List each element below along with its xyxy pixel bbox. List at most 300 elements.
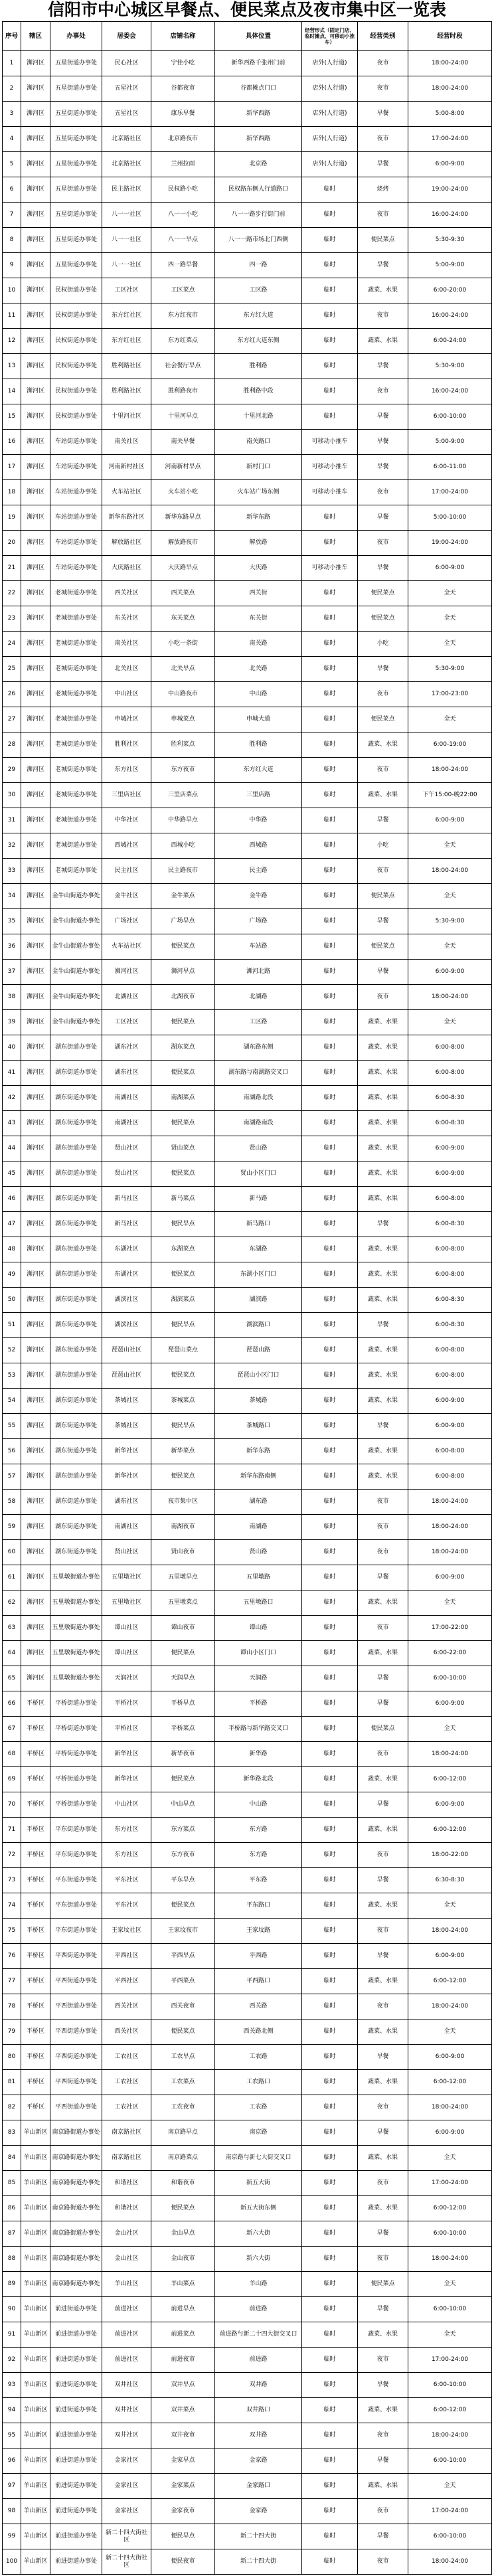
row-office: 前进街道办事处 (50, 2423, 102, 2448)
row-category: 早餐 (358, 2120, 408, 2146)
row-district: 羊山新区 (21, 2272, 50, 2297)
row-office: 平东街道办事处 (50, 1818, 102, 1843)
row-district: 浉河区 (21, 177, 50, 203)
row-no: 56 (3, 1439, 21, 1464)
row-hours: 全天 (408, 707, 492, 732)
row-community: 十里河社区 (102, 404, 151, 430)
row-location: 东关街 (215, 606, 302, 632)
row-shop: 双井菜点 (151, 2398, 215, 2423)
row-hours: 6:00-10:00 (408, 2221, 492, 2247)
row-no: 55 (3, 1414, 21, 1439)
row-district: 羊山新区 (21, 2297, 50, 2322)
row-no: 11 (3, 303, 21, 329)
row-location: 新华东路南侧 (215, 1464, 302, 1490)
row-location: 平西路口 (215, 1969, 302, 1994)
row-shop: 河南新村早点 (151, 455, 215, 480)
row-form: 临时 (302, 1262, 358, 1288)
row-office: 平西街道办事处 (50, 1994, 102, 2019)
row-hours: 18:00-24:00 (408, 1490, 492, 1515)
table-row (3, 1666, 492, 1691)
row-form: 临时 (302, 2120, 358, 2146)
row-office: 五里墩街道办事处 (50, 1565, 102, 1590)
row-no: 80 (3, 2045, 21, 2070)
row-district: 平桥区 (21, 2045, 50, 2070)
row-office: 平东街道办事处 (50, 1868, 102, 1893)
row-location: 中华路 (215, 808, 302, 833)
row-shop: 夜市集中区 (151, 1490, 215, 1515)
row-office: 前进街道办事处 (50, 2474, 102, 2499)
table-row (3, 909, 492, 934)
row-category: 夜市 (358, 2095, 408, 2120)
row-hours: 17:00-24:00 (408, 2348, 492, 2373)
table-row (3, 1035, 492, 1061)
table-row (3, 127, 492, 152)
row-shop: 胜利菜点 (151, 732, 215, 758)
row-form: 临时 (302, 1590, 358, 1616)
row-no: 62 (3, 1590, 21, 1616)
row-shop: 社会餐厅早点 (151, 354, 215, 379)
row-office: 湖东街道办事处 (50, 1086, 102, 1111)
table-row (3, 2095, 492, 2120)
row-shop: 西关夜市 (151, 1994, 215, 2019)
row-form: 可移动小推车 (302, 556, 358, 581)
row-form: 临时 (302, 934, 358, 960)
row-district: 浉河区 (21, 783, 50, 808)
row-form: 店外(人行道) (302, 127, 358, 152)
row-no: 47 (3, 1212, 21, 1237)
row-no: 6 (3, 177, 21, 203)
row-community: 工农社区 (102, 2095, 151, 2120)
table-row (3, 1590, 492, 1616)
row-district: 浉河区 (21, 278, 50, 303)
row-form: 临时 (302, 1464, 358, 1490)
row-shop: 便民菜点 (151, 1363, 215, 1389)
row-form: 临时 (302, 1818, 358, 1843)
row-category: 蔬菜、水果 (358, 1767, 408, 1792)
row-no: 97 (3, 2474, 21, 2499)
row-community: 琵琶山社区 (102, 1338, 151, 1363)
row-category: 早餐 (358, 1313, 408, 1338)
row-form: 临时 (302, 177, 358, 203)
table-row (3, 1363, 492, 1389)
row-no: 41 (3, 1061, 21, 1086)
row-category: 早餐 (358, 1414, 408, 1439)
row-category: 蔬菜、水果 (358, 2019, 408, 2045)
row-hours: 全天 (408, 2474, 492, 2499)
table-row (3, 732, 492, 758)
row-location: 南湖路北段 (215, 1086, 302, 1111)
row-location: 申城大道 (215, 707, 302, 732)
row-office: 车站街道办事处 (50, 531, 102, 556)
row-location: 南京路 (215, 2120, 302, 2146)
row-office: 前进街道办事处 (50, 2297, 102, 2322)
row-community: 民主社区 (102, 859, 151, 884)
row-community: 金山社区 (102, 2247, 151, 2272)
row-form: 临时 (302, 2297, 358, 2322)
row-office: 前进街道办事处 (50, 2448, 102, 2474)
row-shop: 中华路早点 (151, 808, 215, 833)
row-shop: 琵琶山菜点 (151, 1338, 215, 1363)
row-no: 53 (3, 1363, 21, 1389)
row-hours: 16:00-24:00 (408, 303, 492, 329)
row-form: 临时 (302, 859, 358, 884)
row-hours: 5:30-9:00 (408, 657, 492, 682)
row-district: 浉河区 (21, 152, 50, 177)
row-district: 浉河区 (21, 985, 50, 1010)
row-district: 浉河区 (21, 1616, 50, 1641)
row-no: 83 (3, 2120, 21, 2146)
row-shop: 便民菜点 (151, 1010, 215, 1035)
row-category: 蔬菜、水果 (358, 278, 408, 303)
row-form: 临时 (302, 1288, 358, 1313)
row-form: 临时 (302, 1035, 358, 1061)
row-category: 蔬菜、水果 (358, 2196, 408, 2221)
row-district: 浉河区 (21, 909, 50, 934)
row-location: 新华西路千张州门前 (215, 51, 302, 76)
row-form: 临时 (302, 1944, 358, 1969)
table-row (3, 2499, 492, 2524)
row-location: 八一一路市场北门西侧 (215, 228, 302, 253)
row-hours: 17:00-24:00 (408, 127, 492, 152)
table-row (3, 1641, 492, 1666)
row-office: 湖东街道办事处 (50, 1338, 102, 1363)
row-hours: 6:00-10:00 (408, 2448, 492, 2474)
row-no: 33 (3, 859, 21, 884)
row-form: 临时 (302, 682, 358, 707)
row-form: 临时 (302, 1565, 358, 1590)
row-no: 70 (3, 1792, 21, 1818)
row-category: 早餐 (358, 455, 408, 480)
row-office: 五星街道办事处 (50, 127, 102, 152)
row-no: 12 (3, 329, 21, 354)
row-community: 三里店社区 (102, 783, 151, 808)
row-district: 平桥区 (21, 1919, 50, 1944)
row-district: 浉河区 (21, 1439, 50, 1464)
row-hours: 19:00-24:00 (408, 177, 492, 203)
row-no: 77 (3, 1969, 21, 1994)
row-category: 夜市 (358, 1919, 408, 1944)
row-shop: 南湖菜点 (151, 1086, 215, 1111)
row-district: 浉河区 (21, 1187, 50, 1212)
row-no: 100 (3, 2549, 21, 2575)
row-hours: 18:00-24:00 (408, 2423, 492, 2448)
row-category: 蔬菜、水果 (358, 732, 408, 758)
row-district: 平桥区 (21, 1868, 50, 1893)
row-community: 平桥社区 (102, 1691, 151, 1717)
row-form: 临时 (302, 2499, 358, 2524)
row-community: 八一一社区 (102, 203, 151, 228)
row-location: 工区路 (215, 1010, 302, 1035)
row-office: 民权街道办事处 (50, 379, 102, 404)
row-no: 36 (3, 934, 21, 960)
row-community: 南湖社区 (102, 1086, 151, 1111)
row-no: 40 (3, 1035, 21, 1061)
row-category: 夜市 (358, 2247, 408, 2272)
row-location: 工区路 (215, 278, 302, 303)
row-office: 前进街道办事处 (50, 2524, 102, 2549)
row-form: 临时 (302, 1010, 358, 1035)
row-community: 南京路社区 (102, 2120, 151, 2146)
table-row (3, 51, 492, 76)
table-row (3, 2423, 492, 2448)
table-row (3, 556, 492, 581)
row-location: 五里墩路 (215, 1565, 302, 1590)
row-no: 81 (3, 2070, 21, 2095)
row-shop: 便民早点 (151, 2524, 215, 2549)
row-shop: 广场早点 (151, 909, 215, 934)
row-no: 28 (3, 732, 21, 758)
row-category: 夜市 (358, 303, 408, 329)
row-form: 临时 (302, 1237, 358, 1262)
row-office: 民权街道办事处 (50, 329, 102, 354)
row-no: 88 (3, 2247, 21, 2272)
row-shop: 东方红夜市 (151, 303, 215, 329)
row-shop: 便民菜点 (151, 2196, 215, 2221)
row-office: 南京路街道办事处 (50, 2171, 102, 2196)
row-location: 新马路口 (215, 1212, 302, 1237)
row-hours: 6:00-8:00 (408, 1262, 492, 1288)
row-district: 浉河区 (21, 480, 50, 505)
row-category: 早餐 (358, 909, 408, 934)
row-category: 早餐 (358, 253, 408, 278)
table-row (3, 960, 492, 985)
row-hours: 6:00-8:00 (408, 1338, 492, 1363)
row-office: 湖东街道办事处 (50, 1262, 102, 1288)
row-shop: 东方夜市 (151, 758, 215, 783)
row-community: 金牛社区 (102, 884, 151, 909)
row-office: 老城街道办事处 (50, 859, 102, 884)
row-office: 前进街道办事处 (50, 2322, 102, 2348)
row-hours: 18:00-22:00 (408, 1843, 492, 1868)
row-hours: 18:00-24:00 (408, 859, 492, 884)
row-shop: 中山路夜市 (151, 682, 215, 707)
row-no: 39 (3, 1010, 21, 1035)
table-row (3, 632, 492, 657)
row-form: 临时 (302, 985, 358, 1010)
row-district: 浉河区 (21, 127, 50, 152)
row-no: 30 (3, 783, 21, 808)
table-row (3, 1464, 492, 1490)
row-form: 临时 (302, 1187, 358, 1212)
row-form: 临时 (302, 884, 358, 909)
row-shop: 便民菜点 (151, 1893, 215, 1919)
row-category: 早餐 (358, 1868, 408, 1893)
row-district: 浉河区 (21, 1641, 50, 1666)
row-no: 27 (3, 707, 21, 732)
row-no: 50 (3, 1288, 21, 1313)
row-office: 平桥街道办事处 (50, 1691, 102, 1717)
row-category: 蔬菜、水果 (358, 329, 408, 354)
row-office: 五里墩街道办事处 (50, 1641, 102, 1666)
row-location: 前进路 (215, 2297, 302, 2322)
row-hours: 6:00-10:00 (408, 2373, 492, 2398)
row-category: 蔬菜、水果 (358, 2322, 408, 2348)
row-hours: 6:00-9:00 (408, 556, 492, 581)
row-community: 南关社区 (102, 430, 151, 455)
row-district: 羊山新区 (21, 2398, 50, 2423)
row-form: 临时 (302, 2423, 358, 2448)
row-hours: 17:00-23:00 (408, 682, 492, 707)
row-district: 浉河区 (21, 455, 50, 480)
row-district: 浉河区 (21, 556, 50, 581)
row-shop: 平西早点 (151, 1944, 215, 1969)
row-office: 老城街道办事处 (50, 808, 102, 833)
row-office: 平西街道办事处 (50, 1969, 102, 1994)
row-form: 临时 (302, 2348, 358, 2373)
row-shop: 和谐夜市 (151, 2171, 215, 2196)
row-office: 湖东街道办事处 (50, 1136, 102, 1161)
row-shop: 平桥早点 (151, 1691, 215, 1717)
table-row (3, 682, 492, 707)
table-row (3, 2196, 492, 2221)
row-form: 可移动小推车 (302, 480, 358, 505)
row-category: 夜市 (358, 2348, 408, 2373)
row-no: 7 (3, 203, 21, 228)
row-hours: 全天 (408, 2322, 492, 2348)
row-form: 临时 (302, 1061, 358, 1086)
row-shop: 茶城菜点 (151, 1389, 215, 1414)
row-location: 火车站广场东侧 (215, 480, 302, 505)
row-community: 工农社区 (102, 2045, 151, 2070)
header-hours: 经营时段 (408, 22, 492, 51)
row-category: 夜市 (358, 51, 408, 76)
row-form: 临时 (302, 2221, 358, 2247)
row-office: 湖东街道办事处 (50, 1439, 102, 1464)
row-office: 南京路街道办事处 (50, 2221, 102, 2247)
row-community: 胜利路社区 (102, 354, 151, 379)
row-no: 4 (3, 127, 21, 152)
table-row (3, 2524, 492, 2549)
row-district: 羊山新区 (21, 2524, 50, 2549)
row-district: 浉河区 (21, 379, 50, 404)
row-location: 广场路 (215, 909, 302, 934)
row-shop: 便民菜点 (151, 1111, 215, 1136)
row-hours: 6:00-9:00 (408, 2120, 492, 2146)
table-row (3, 354, 492, 379)
row-location: 新华路北段 (215, 1767, 302, 1792)
row-office: 民权街道办事处 (50, 354, 102, 379)
table-row (3, 430, 492, 455)
row-form: 临时 (302, 1641, 358, 1666)
row-district: 羊山新区 (21, 2448, 50, 2474)
row-community: 前进社区 (102, 2297, 151, 2322)
row-hours: 17:00-24:00 (408, 480, 492, 505)
row-location: 平桥路与新华路交叉口 (215, 1717, 302, 1742)
row-form: 临时 (302, 354, 358, 379)
table-row (3, 2045, 492, 2070)
row-hours: 全天 (408, 581, 492, 606)
table-row (3, 1086, 492, 1111)
row-location: 双井路 (215, 2423, 302, 2448)
row-location: 新五大街东侧 (215, 2196, 302, 2221)
row-shop: 便民菜点 (151, 1641, 215, 1666)
row-category: 蔬菜、水果 (358, 1641, 408, 1666)
row-community: 南湖社区 (102, 1111, 151, 1136)
row-category: 早餐 (358, 1212, 408, 1237)
row-form: 临时 (302, 1439, 358, 1464)
row-hours: 6:00-8:30 (408, 1212, 492, 1237)
row-shop: 北关早点 (151, 657, 215, 682)
row-community: 东关社区 (102, 606, 151, 632)
row-location: 南湖路 (215, 1515, 302, 1540)
row-shop: 前进菜点 (151, 2322, 215, 2348)
row-hours: 18:00-24:00 (408, 2247, 492, 2272)
table-row (3, 1439, 492, 1464)
row-form: 临时 (302, 2322, 358, 2348)
row-district: 浉河区 (21, 1262, 50, 1288)
row-no: 89 (3, 2272, 21, 2297)
row-district: 浉河区 (21, 859, 50, 884)
row-office: 湖东街道办事处 (50, 1161, 102, 1187)
row-form: 临时 (302, 2095, 358, 2120)
row-community: 湖东社区 (102, 1035, 151, 1061)
row-office: 平西街道办事处 (50, 1944, 102, 1969)
row-district: 浉河区 (21, 1136, 50, 1161)
row-district: 浉河区 (21, 1414, 50, 1439)
row-shop: 新华菜点 (151, 1439, 215, 1464)
table-row (3, 1969, 492, 1994)
table-row (3, 1717, 492, 1742)
table-row (3, 2019, 492, 2045)
row-community: 谭山社区 (102, 1616, 151, 1641)
row-no: 19 (3, 505, 21, 531)
row-form: 临时 (302, 1490, 358, 1515)
row-form: 临时 (302, 1540, 358, 1565)
row-form: 临时 (302, 1313, 358, 1338)
row-category: 蔬菜、水果 (358, 2146, 408, 2171)
row-hours: 18:00-24:00 (408, 1515, 492, 1540)
row-hours: 6:00-10:00 (408, 404, 492, 430)
row-community: 八一一社区 (102, 253, 151, 278)
row-location: 胜利路 (215, 354, 302, 379)
row-community: 贤山社区 (102, 1540, 151, 1565)
row-category: 夜市 (358, 859, 408, 884)
row-hours: 16:00-24:00 (408, 379, 492, 404)
row-community: 中山社区 (102, 1792, 151, 1818)
row-form: 临时 (302, 657, 358, 682)
row-form: 临时 (302, 1742, 358, 1767)
row-form: 临时 (302, 379, 358, 404)
row-community: 中华社区 (102, 808, 151, 833)
row-form: 临时 (302, 2247, 358, 2272)
row-hours: 17:00-24:00 (408, 2171, 492, 2196)
row-form: 临时 (302, 2474, 358, 2499)
row-form: 临时 (302, 1868, 358, 1893)
row-category: 早餐 (358, 1666, 408, 1691)
row-community: 金山社区 (102, 2221, 151, 2247)
row-hours: 全天 (408, 1010, 492, 1035)
table-row (3, 1212, 492, 1237)
row-location: 前进路 (215, 2348, 302, 2373)
row-form: 临时 (302, 632, 358, 657)
row-category: 便民菜点 (358, 1717, 408, 1742)
row-form: 临时 (302, 732, 358, 758)
row-hours: 6:00-9:00 (408, 808, 492, 833)
row-district: 平桥区 (21, 1717, 50, 1742)
row-district: 浉河区 (21, 1086, 50, 1111)
table-row (3, 1767, 492, 1792)
row-category: 便民菜点 (358, 934, 408, 960)
row-no: 73 (3, 1868, 21, 1893)
row-community: 新华社区 (102, 1767, 151, 1792)
table-row (3, 1540, 492, 1565)
row-office: 平西街道办事处 (50, 2019, 102, 2045)
table-row (3, 2322, 492, 2348)
row-no: 24 (3, 632, 21, 657)
row-community: 新华社区 (102, 1742, 151, 1767)
row-shop: 东方菜点 (151, 1818, 215, 1843)
row-hours: 6:00-11:00 (408, 455, 492, 480)
